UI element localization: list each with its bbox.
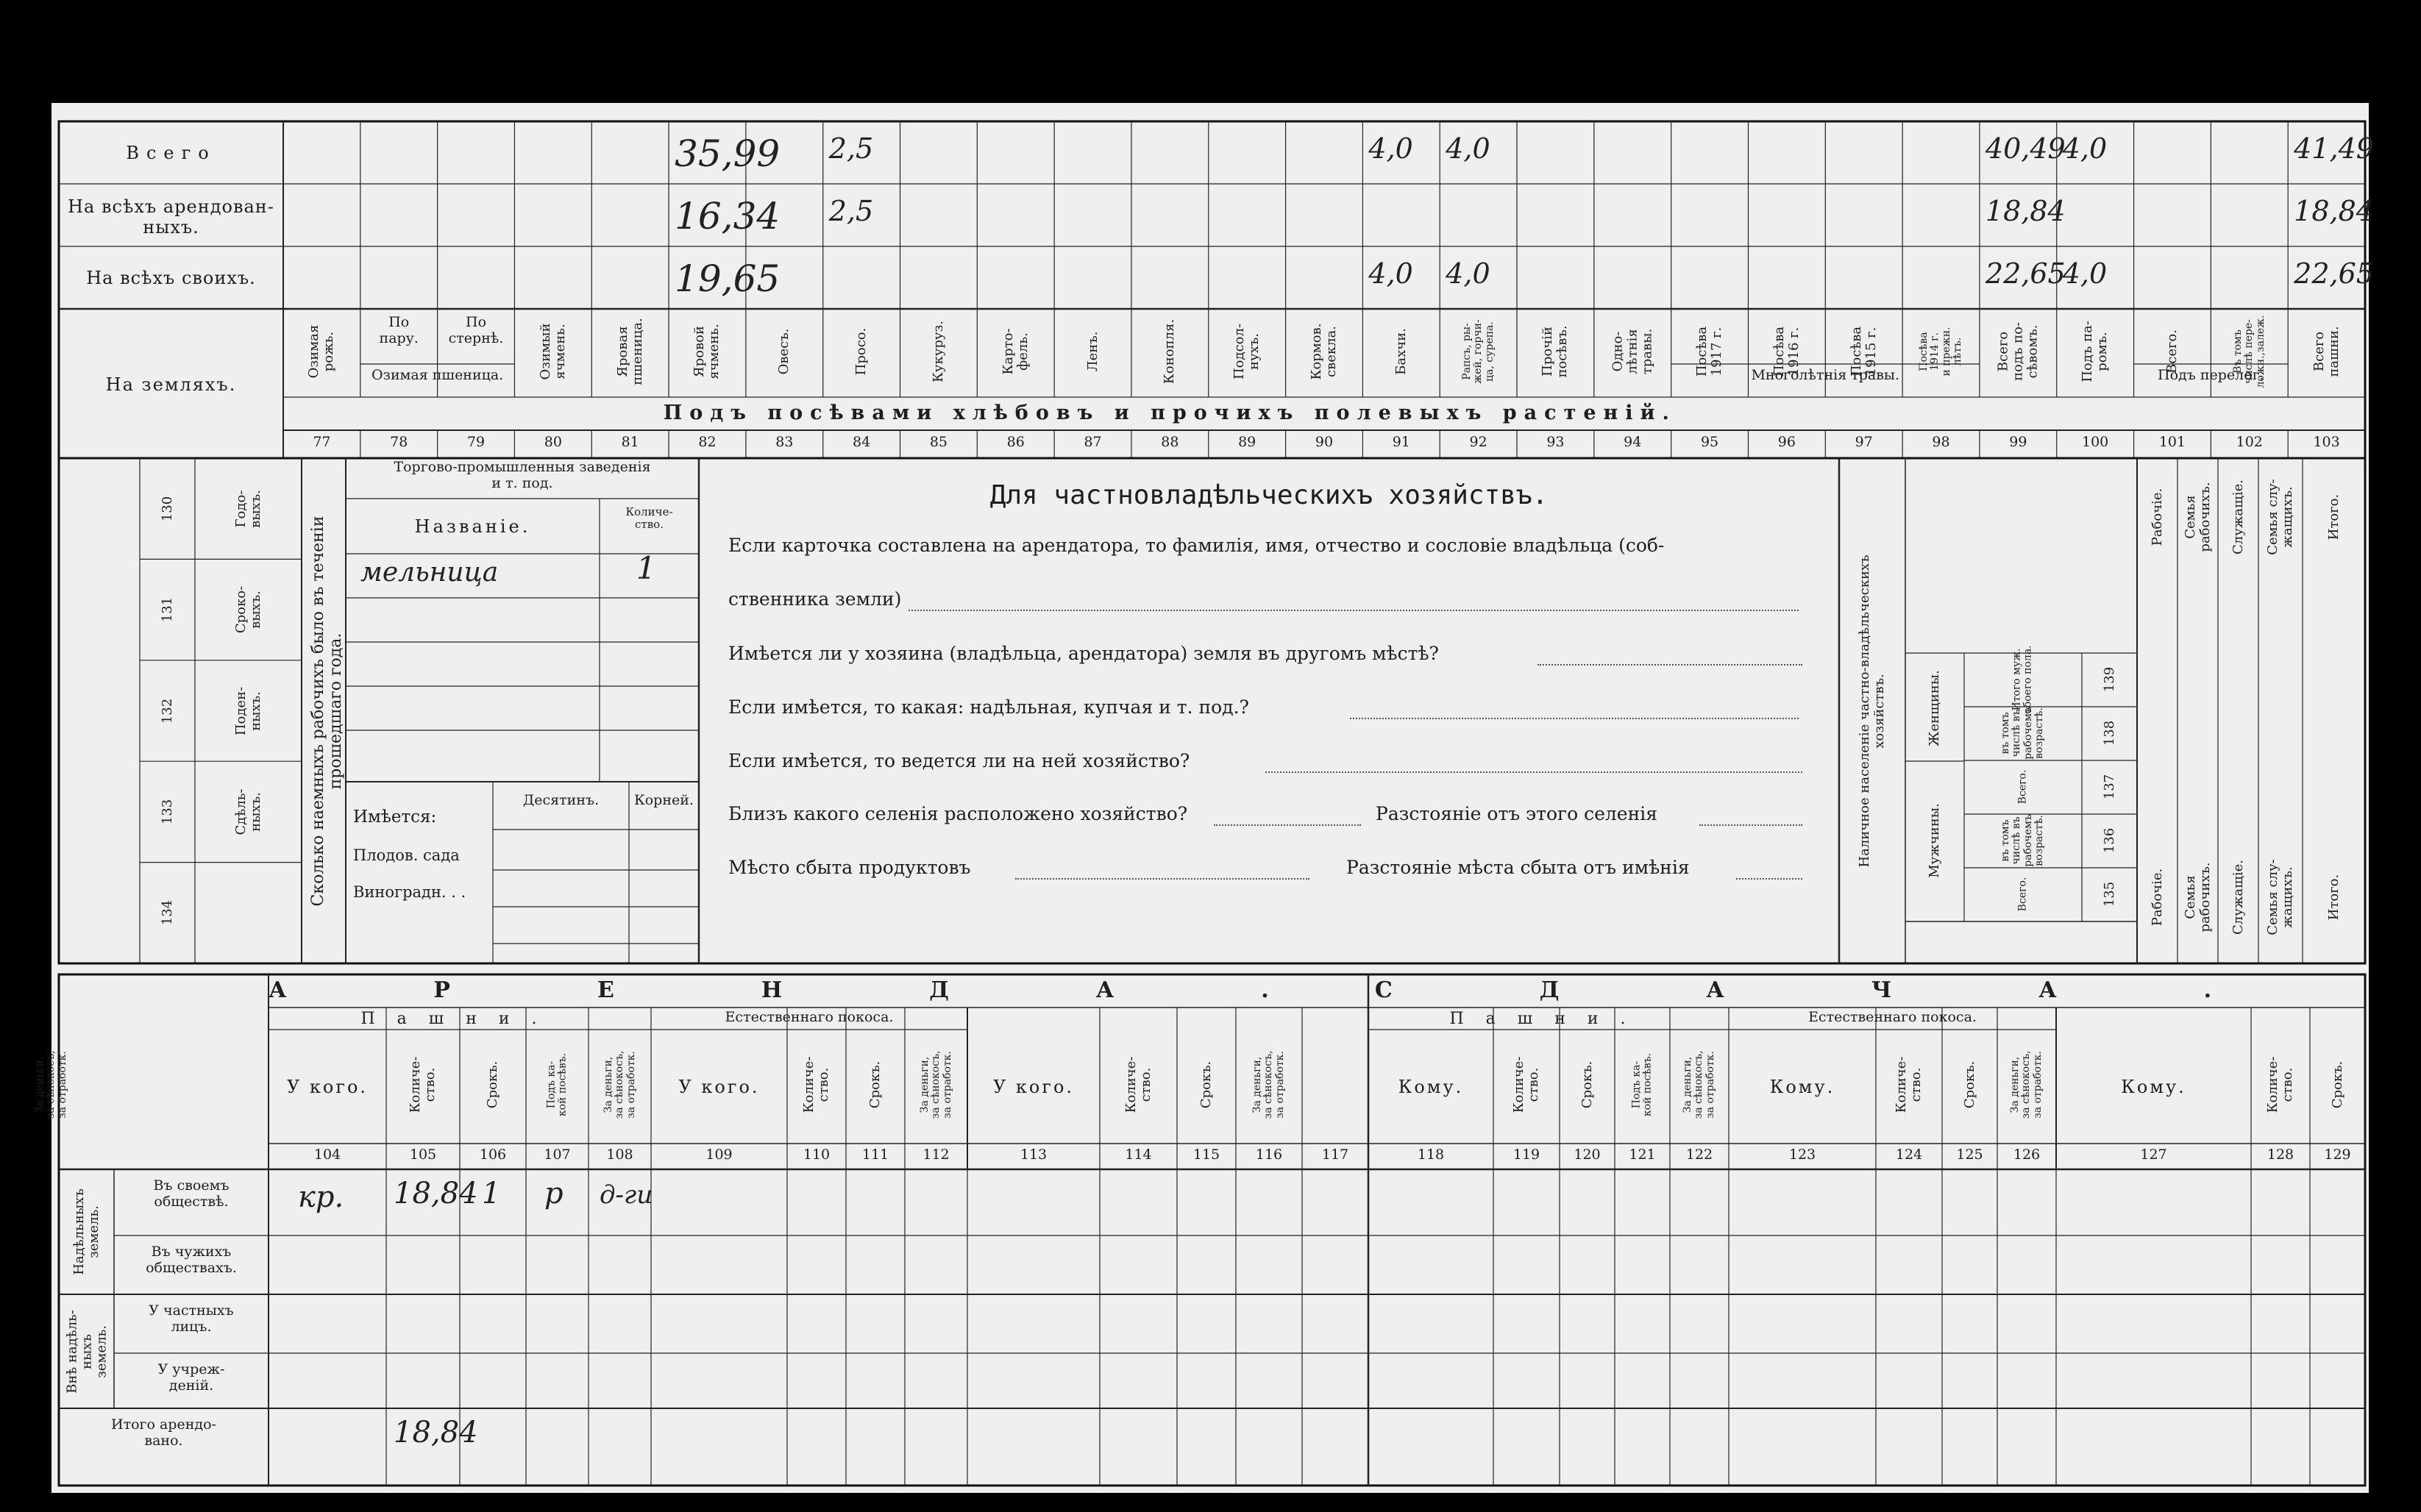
bottom-num-115: 115 bbox=[1192, 1147, 1220, 1163]
women-label: Женщины. bbox=[1927, 670, 1943, 746]
bottom-num-107: 107 bbox=[544, 1147, 571, 1163]
top-row-label-1: На всѣхъ арендован- ныхъ. bbox=[68, 196, 274, 238]
korney-header: Корней. bbox=[634, 792, 694, 808]
q4: Если имѣется, то ведется ли на ней хозяйство? bbox=[728, 750, 1190, 771]
hw-top-r0-c84: 2,5 bbox=[828, 132, 874, 165]
col-num-89: 89 bbox=[1238, 434, 1256, 450]
bottom-num-121: 121 bbox=[1629, 1147, 1656, 1163]
bottom-num-127: 127 bbox=[2140, 1147, 2167, 1163]
bottom-num-114: 114 bbox=[1125, 1147, 1152, 1163]
hw-top-r2-c99: 22,65 bbox=[1985, 257, 2066, 290]
bottom-num-110: 110 bbox=[803, 1147, 831, 1163]
col-num-86: 86 bbox=[1006, 434, 1025, 450]
pop-num-136: 136 bbox=[2101, 827, 2117, 854]
has-label: Имѣется: bbox=[353, 807, 437, 827]
hw-itogo-kol: 18,84 bbox=[394, 1416, 478, 1449]
vinograd-label: Виноградн. . . bbox=[353, 883, 466, 901]
fill-in-line[interactable] bbox=[1537, 664, 1802, 666]
q1b: ственника земли) bbox=[728, 588, 902, 610]
col-num-80: 80 bbox=[544, 434, 562, 450]
col-num-88: 88 bbox=[1161, 434, 1179, 450]
livestock-num-131: 131 bbox=[159, 596, 175, 623]
q6b: Разстоянiе мѣста сбыта отъ имѣнiя bbox=[1346, 857, 1690, 878]
bottom-num-104: 104 bbox=[313, 1147, 341, 1163]
col-num-93: 93 bbox=[1546, 434, 1565, 450]
arenda-pokos: Естественнаго покоса. bbox=[725, 1009, 894, 1025]
arenda-banner: АРЕНДА. bbox=[269, 977, 1416, 1003]
bottom-num-116: 116 bbox=[1255, 1147, 1283, 1163]
col-header-88: Конопля. bbox=[1162, 318, 1178, 385]
perelog-label: Подъ перелог. bbox=[2158, 367, 2264, 383]
livestock-label-132: Поден- ныхъ. bbox=[232, 686, 263, 735]
arenda-other-srok: Срокъ. bbox=[1198, 1060, 1215, 1109]
livestock-label-131: Сроко- выхъ. bbox=[232, 585, 263, 634]
col-header-78: По пару. bbox=[379, 314, 419, 346]
hw-top-r0-c99: 40,49 bbox=[1985, 132, 2066, 165]
right-col-bot-1: Семья рабочихъ. bbox=[2182, 862, 2213, 932]
fill-in-line[interactable] bbox=[1350, 718, 1799, 719]
men-label: Мужчины. bbox=[1927, 803, 1943, 878]
population-title: Наличное населенiе частно-владѣльческихъ хозяйствъ. bbox=[1857, 554, 1887, 868]
col-num-100: 100 bbox=[2082, 434, 2109, 450]
arenda-pokos-who: У кого. bbox=[678, 1077, 760, 1097]
bottom-num-124: 124 bbox=[1895, 1147, 1923, 1163]
hw-top-r0-c100: 4,0 bbox=[2062, 132, 2108, 165]
col-header-85: Кукуруз. bbox=[931, 320, 947, 383]
arenda-other-who: У кого. bbox=[992, 1077, 1075, 1097]
hw-top-r2-c92: 4,0 bbox=[1446, 257, 1490, 290]
pop-label-1: въ томъ числѣ въ рабочемъ возрастѣ. bbox=[1999, 707, 2046, 760]
livestock-label-133: Сдѣль- ныхъ. bbox=[232, 788, 263, 835]
col-num-77: 77 bbox=[313, 434, 331, 450]
right-col-bot-4: Итого. bbox=[2325, 874, 2342, 921]
q2: Имѣется ли у хозяина (владѣльца, арендатора) земля въ другомъ мѣстѣ? bbox=[728, 643, 1439, 664]
col-header-79: По стернѣ. bbox=[448, 314, 504, 346]
col-num-96: 96 bbox=[1777, 434, 1796, 450]
hw-trade-qty: 1 bbox=[636, 550, 656, 586]
hw-top-r2-c82: 19,65 bbox=[675, 257, 781, 300]
col-header-89: Подсол- нухъ. bbox=[1231, 323, 1262, 380]
fill-in-line[interactable] bbox=[1736, 878, 1802, 880]
bottom-num-106: 106 bbox=[479, 1147, 507, 1163]
col-header-97: Посѣва 1915 г. bbox=[1848, 326, 1879, 377]
arenda-pokos-kol: Количе- ство. bbox=[801, 1056, 831, 1113]
q6a: Мѣсто сбыта продуктовъ bbox=[728, 857, 971, 878]
body-row-label-2: У частныхъ лицъ. bbox=[149, 1302, 234, 1335]
col-num-102: 102 bbox=[2236, 434, 2263, 450]
bottom-num-123: 123 bbox=[1788, 1147, 1816, 1163]
col-num-82: 82 bbox=[698, 434, 717, 450]
body-row-label-0: Въ своемъ обществѣ. bbox=[153, 1177, 230, 1210]
bottom-num-122: 122 bbox=[1685, 1147, 1713, 1163]
hw-top-r2-c100: 4,0 bbox=[2062, 257, 2108, 290]
pop-label-2: Всего. bbox=[2016, 769, 2029, 805]
hw-top-r0-c103: 41,49 bbox=[2294, 132, 2374, 165]
hw-top-r1-c84: 2,5 bbox=[828, 195, 874, 227]
right-col-top-2: Служащiе. bbox=[2230, 479, 2246, 554]
col-num-98: 98 bbox=[1932, 434, 1950, 450]
body-row-label-3: У учреж- денiй. bbox=[157, 1361, 225, 1394]
bottom-num-119: 119 bbox=[1512, 1147, 1540, 1163]
bottom-num-117: 117 bbox=[1321, 1147, 1349, 1163]
col-header-96: Посѣва 1916 г. bbox=[1771, 326, 1802, 377]
col-num-91: 91 bbox=[1392, 434, 1410, 450]
sdacha-other-kol: Количе- ство. bbox=[2265, 1056, 2295, 1113]
sdacha-pashni-srok: Срокъ. bbox=[1579, 1060, 1595, 1109]
arenda-pashni-za: За деньги, за сѣнокосъ, за отработк. bbox=[602, 1050, 637, 1119]
arenda-pokos-srok: Срокъ. bbox=[867, 1060, 884, 1109]
sdacha-pashni-kol: Количе- ство. bbox=[1511, 1056, 1541, 1113]
body-row-label-1: Въ чужихъ обществахъ. bbox=[146, 1244, 237, 1276]
hw-top-r0-c92: 4,0 bbox=[1446, 132, 1490, 165]
sdacha-pashni-za: За деньги, за сѣнокосъ, за отработк. bbox=[1681, 1050, 1716, 1119]
top-row-label-0: Всего bbox=[126, 143, 216, 163]
col-header-90: Кормов. свекла. bbox=[1309, 323, 1339, 380]
arenda-pashni-kol: Количе- ство. bbox=[408, 1056, 438, 1113]
bottom-num-129: 129 bbox=[2324, 1147, 2351, 1163]
livestock-num-134: 134 bbox=[159, 900, 175, 926]
bottom-num-108: 108 bbox=[606, 1147, 633, 1163]
col-header-92: Рапсъ, ры- жей, горчи- ца, сурепа. bbox=[1460, 319, 1496, 384]
bottom-num-120: 120 bbox=[1574, 1147, 1601, 1163]
bottom-num-118: 118 bbox=[1417, 1147, 1445, 1163]
col-num-101: 101 bbox=[2158, 434, 2186, 450]
bottom-num-128: 128 bbox=[2267, 1147, 2294, 1163]
bottom-num-105: 105 bbox=[409, 1147, 437, 1163]
hw-top-r1-c82: 16,34 bbox=[675, 195, 781, 238]
q3: Если имѣется, то какая: надѣльная, купчая и т. под.? bbox=[728, 696, 1249, 718]
private-title: Для частновладѣльческихъ хозяйствъ. bbox=[989, 480, 1549, 510]
col-header-82: Яровой ячмень. bbox=[692, 324, 722, 379]
col-num-95: 95 bbox=[1700, 434, 1719, 450]
hw-row0-pod: р bbox=[544, 1177, 564, 1210]
hw-row0-srok: 1 bbox=[482, 1177, 501, 1210]
q5b: Разстоянiе отъ этого селенiя bbox=[1376, 803, 1658, 824]
pop-num-137: 137 bbox=[2101, 774, 2117, 800]
col-header-83: Овесъ. bbox=[776, 328, 792, 375]
col-header-86: Карто- фель. bbox=[1000, 328, 1031, 375]
hw-row0-za: д-ги bbox=[600, 1180, 653, 1210]
nadel-label: Надѣльныхъ земель. bbox=[71, 1188, 102, 1275]
livestock-num-133: 133 bbox=[159, 799, 175, 825]
col-header-77: Озимая рожь. bbox=[306, 324, 337, 379]
arenda-pashni-who: У кого. bbox=[286, 1077, 369, 1097]
hw-row0-kogo: кр. bbox=[298, 1180, 344, 1214]
hw-top-r0-c82: 35,99 bbox=[675, 132, 781, 175]
col-num-87: 87 bbox=[1084, 434, 1102, 450]
trade-qty-header: Количе- ство. bbox=[625, 505, 673, 532]
trade-title: Торгово-промышленныя заведенiя и т. под. bbox=[394, 459, 651, 491]
posev-banner: Подъ посѣвами хлѣбовъ и прочихъ полевыхъ растенiй. bbox=[663, 402, 1677, 424]
col-header-95: Посѣва 1917 г. bbox=[1694, 326, 1725, 377]
col-num-83: 83 bbox=[775, 434, 794, 450]
col-header-84: Просо. bbox=[853, 327, 870, 376]
arenda-pokos-za: За деньги, за сѣнокосъ, за отработк. bbox=[918, 1050, 953, 1119]
q1a: Если карточка составлена на арендатора, то фамилiя, имя, отчество и сословiе владѣльца (соб- bbox=[728, 535, 1665, 556]
sdacha-pokos-kol: Количе- ство. bbox=[1894, 1056, 1924, 1113]
livestock-num-130: 130 bbox=[159, 496, 175, 521]
right-col-top-4: Итого. bbox=[2325, 493, 2342, 541]
col-num-81: 81 bbox=[621, 434, 639, 450]
hired-workers-label: Сколько наемныхъ рабочихъ было въ теченiи прошедшаго года. bbox=[308, 515, 345, 907]
col-header-101: Всего. bbox=[2164, 329, 2180, 374]
col-header-102: Въ томъ числѣ пере- ложн.,залеж. bbox=[2231, 315, 2267, 388]
livestock-label-130: Годо- выхъ. bbox=[232, 489, 263, 528]
right-col-top-3: Семья слу- жащихъ. bbox=[2265, 479, 2295, 555]
col-num-85: 85 bbox=[929, 434, 948, 450]
top-row-label-2: На всѣхъ своихъ. bbox=[86, 268, 256, 288]
bottom-num-126: 126 bbox=[2013, 1147, 2041, 1163]
hw-top-r0-c91: 4,0 bbox=[1368, 132, 1413, 165]
col-num-84: 84 bbox=[853, 434, 871, 450]
sdacha-pashni-pod_posev: Подъ ка- кой посѣвъ. bbox=[1630, 1052, 1654, 1117]
col-header-94: Одно- лѣтнiя травы. bbox=[1610, 328, 1655, 375]
sdacha-pashni-who: Кому. bbox=[1398, 1077, 1464, 1097]
vne-label: Внѣ надѣль- ныхъ земель. bbox=[63, 1309, 109, 1394]
arenda-pashni-pod_posev: Подъ ка- кой посѣвъ. bbox=[545, 1052, 569, 1117]
pop-label-4: Всего. bbox=[2016, 877, 2029, 912]
pop-label-0: Итого муж. обоего пола. bbox=[2011, 645, 2034, 714]
sdacha-pokos: Естественнаго покоса. bbox=[1808, 1009, 1977, 1025]
body-row-label-4: Итого арендо- вано. bbox=[111, 1416, 216, 1449]
sdacha-pokos-who: Кому. bbox=[1769, 1077, 1835, 1097]
col-header-91: Бахчи. bbox=[1393, 328, 1409, 375]
col-num-79: 79 bbox=[466, 434, 486, 450]
bottom-num-109: 109 bbox=[705, 1147, 733, 1163]
arenda-pashni-srok: Срокъ. bbox=[485, 1060, 501, 1109]
sdacha-pokos-za: За деньги, за сѣнокосъ, за отработк. bbox=[2008, 1050, 2044, 1119]
col-header-80: Озимый ячмень. bbox=[538, 323, 568, 380]
sdacha-other-who: Кому. bbox=[2121, 1077, 2186, 1097]
hw-trade-name: мельница bbox=[360, 557, 499, 588]
pop-num-138: 138 bbox=[2101, 720, 2117, 746]
sdacha-other-za: За деньги, за сѣнокосъ, за отработк. bbox=[33, 1050, 68, 1119]
col-num-78: 78 bbox=[390, 434, 408, 450]
right-col-top-0: Рабочiе. bbox=[2149, 488, 2165, 546]
col-header-98: Посѣва 1914 г. и прежн. лѣтъ. bbox=[1917, 327, 1963, 377]
col-header-93: Прочiй посѣвъ. bbox=[1540, 325, 1571, 378]
bottom-num-112: 112 bbox=[922, 1147, 950, 1163]
col-header-99: Всего подъ по- сѣвомъ. bbox=[1995, 321, 2041, 382]
hw-row0-kol: 18,84 bbox=[394, 1177, 478, 1210]
fill-in-line[interactable] bbox=[909, 610, 1799, 611]
ozimaya-label: Озимая пшеница. bbox=[371, 367, 504, 383]
desyatin-header: Десятинъ. bbox=[522, 792, 600, 808]
fill-in-line[interactable] bbox=[1265, 771, 1802, 773]
arenda-other-kol: Количе- ство. bbox=[1123, 1056, 1153, 1113]
sdacha-pokos-srok: Срокъ. bbox=[1961, 1060, 1977, 1109]
fill-in-line[interactable] bbox=[1214, 824, 1361, 826]
col-header-103: Всего пашни. bbox=[2311, 326, 2342, 377]
col-num-94: 94 bbox=[1624, 434, 1642, 450]
hw-top-r2-c103: 22,65 bbox=[2294, 257, 2374, 290]
pop-label-3: въ томъ числѣ въ рабочемъ возрастѣ. bbox=[1999, 814, 2046, 867]
col-num-97: 97 bbox=[1855, 434, 1873, 450]
q5a: Близъ какого селенiя расположено хозяйство? bbox=[728, 803, 1188, 824]
mnogolet-label: Многолѣтнiя травы. bbox=[1751, 367, 1900, 383]
col-header-100: Подъ па- ромъ. bbox=[2080, 321, 2111, 382]
bottom-num-113: 113 bbox=[1020, 1147, 1048, 1163]
fill-in-line[interactable] bbox=[1699, 824, 1802, 826]
sdacha-banner: СДАЧА. bbox=[1374, 977, 2359, 1003]
right-col-top-1: Семья рабочихъ. bbox=[2182, 482, 2213, 552]
trade-name-header: Названiе. bbox=[414, 516, 531, 537]
col-num-92: 92 bbox=[1469, 434, 1487, 450]
hw-top-r1-c99: 18,84 bbox=[1985, 195, 2066, 227]
bottom-num-125: 125 bbox=[1956, 1147, 1983, 1163]
right-col-bot-0: Рабочiе. bbox=[2149, 868, 2165, 927]
col-header-87: Ленъ. bbox=[1084, 331, 1101, 372]
col-num-99: 99 bbox=[2009, 434, 2027, 450]
col-header-81: Яровая пшеница. bbox=[614, 318, 645, 385]
arenda-pashni: Пашни. bbox=[360, 1010, 559, 1028]
census-card-sheet bbox=[33, 103, 2374, 1493]
right-col-bot-3: Семья слу- жащихъ. bbox=[2265, 859, 2295, 935]
livestock-num-132: 132 bbox=[159, 698, 175, 724]
col-num-90: 90 bbox=[1315, 434, 1334, 450]
fill-in-line[interactable] bbox=[1015, 878, 1309, 880]
sad-label: Плодов. сада bbox=[353, 846, 460, 864]
pop-num-135: 135 bbox=[2101, 881, 2117, 907]
col-num-103: 103 bbox=[2313, 434, 2340, 450]
hw-top-r1-c103: 18,84 bbox=[2294, 195, 2374, 227]
bottom-num-111: 111 bbox=[861, 1147, 889, 1163]
hw-top-r2-c91: 4,0 bbox=[1368, 257, 1413, 290]
right-col-bot-2: Служащiе. bbox=[2230, 860, 2246, 935]
arenda-other-za: За деньги, за сѣнокосъ, за отработк. bbox=[1251, 1050, 1286, 1119]
pop-num-139: 139 bbox=[2101, 666, 2117, 693]
sdacha-pashni: Пашни. bbox=[1449, 1010, 1648, 1028]
sdacha-other-srok: Срокъ. bbox=[2329, 1060, 2345, 1109]
top-section-label: На земляхъ. bbox=[105, 374, 237, 395]
